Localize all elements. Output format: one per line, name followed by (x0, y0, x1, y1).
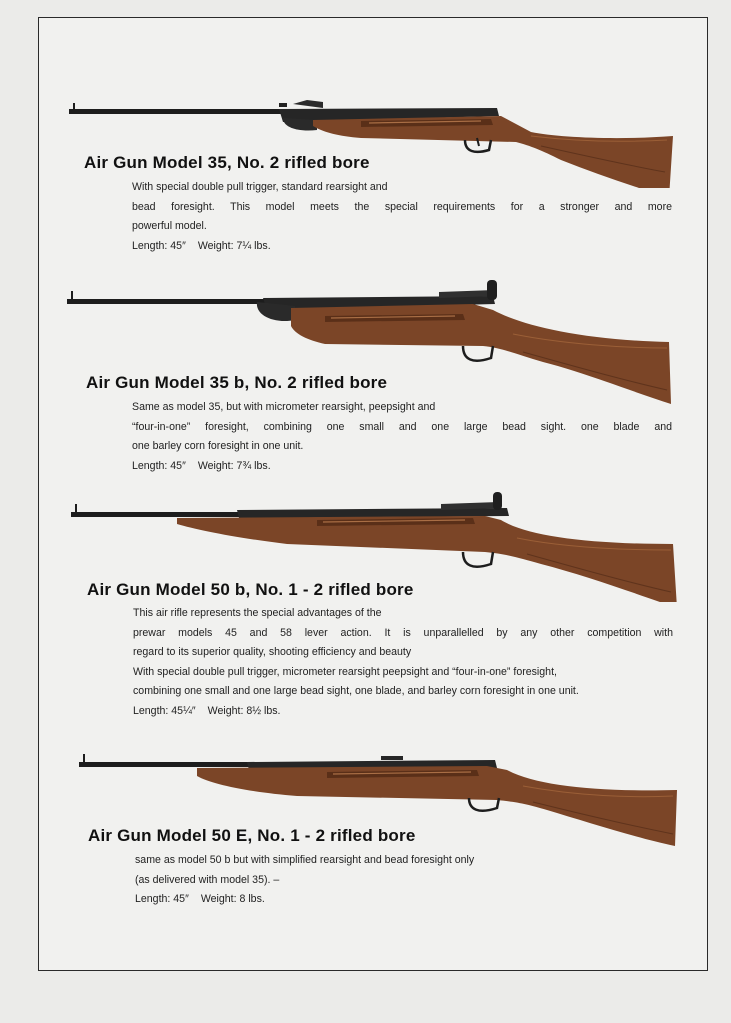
desc-line: This air rifle represents the special advantages of the (133, 607, 382, 619)
rifle-model-35b-image (63, 276, 683, 416)
length-spec: Length: 45″ (132, 239, 186, 252)
length-spec: Length: 45¼″ (133, 704, 196, 717)
desc-line: regard to its superior quality, shooting efficiency and beauty (133, 646, 412, 659)
desc-line: powerful model. (132, 220, 207, 233)
spec-line (132, 457, 672, 477)
product-description (135, 851, 675, 910)
desc-line: “four-in-one” foresight, combining one small and one large bead sight. one blade and (132, 420, 672, 433)
product-title: Air Gun Model 50 b, No. 1 - 2 rifled bore (87, 580, 414, 599)
weight-spec: Weight: 7¾ lbs. (197, 459, 271, 472)
weight-spec: Weight: 8 lbs. (200, 893, 265, 906)
desc-line: bead foresight. This model meets the special requirements for a stronger and more (132, 200, 672, 213)
product-title: Air Gun Model 50 E, No. 1 - 2 rifled bore (88, 826, 416, 845)
catalog-page (38, 17, 708, 971)
product-description (132, 398, 672, 476)
desc-line: combining one small and one large bead sight, one blade, and barley corn foresight in one unit. (133, 685, 579, 698)
length-spec: Length: 45″ (132, 459, 186, 472)
weight-spec: Weight: 8½ lbs. (207, 704, 281, 717)
desc-line: Same as model 35, but with micrometer rearsight, peepsight and (132, 401, 436, 413)
product-title: Air Gun Model 35, No. 2 rifled bore (84, 153, 370, 172)
desc-line: same as model 50 b but with simplified rearsight and bead foresight only (135, 854, 475, 866)
spec-line (133, 702, 673, 722)
product-description (132, 178, 672, 256)
desc-line: With special double pull trigger, micrometer rearsight peepsight and “four-in-one” foresight, (133, 665, 557, 678)
product-description (133, 604, 673, 722)
desc-line: (as delivered with model 35). – (135, 873, 280, 886)
spec-line (135, 890, 675, 910)
spec-line (132, 237, 672, 257)
desc-line: With special double pull trigger, standard rearsight and (132, 181, 388, 193)
desc-line: prewar models 45 and 58 lever action. It is unparallelled by any other competition with (133, 626, 673, 639)
weight-spec: Weight: 7¼ lbs. (197, 239, 271, 252)
product-title: Air Gun Model 35 b, No. 2 rifled bore (86, 373, 388, 392)
length-spec: Length: 45″ (135, 893, 189, 906)
desc-line: one barley corn foresight in one unit. (132, 440, 304, 453)
